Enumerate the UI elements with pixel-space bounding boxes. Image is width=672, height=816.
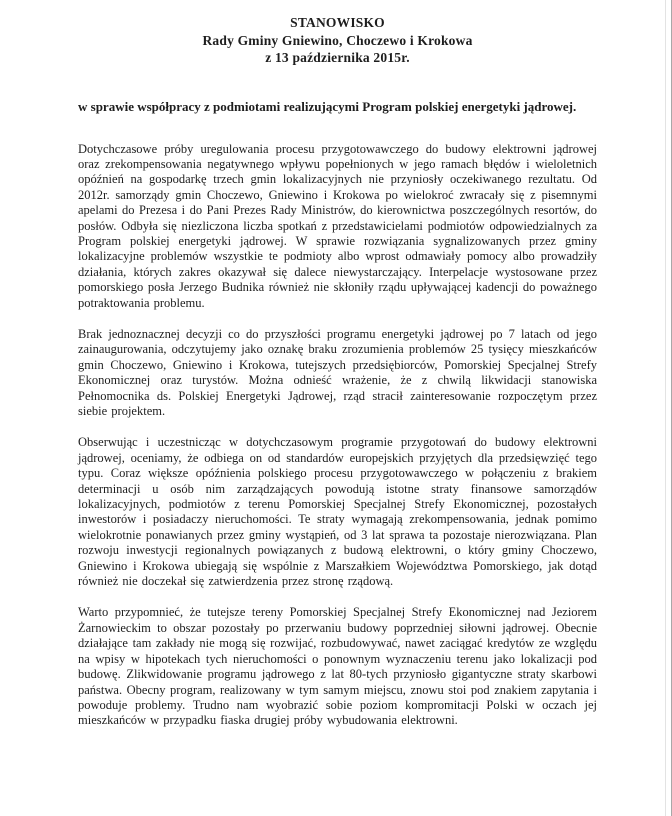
paragraph: Brak jednoznacznej decyzji co do przyszłości programu energetyki jądrowej po 7 latach od jego zainaugurowania, odczytujemy jako oznakę braku zrozumienia problemów 25 tysięcy mieszkańców gmin Choczewo, Gniewino i Krokowa, tutejszych przedsiębiorców, Pomorskiej Specjalnej Strefy Ekonomicznej oraz turystów. Można odnieść wrażenie, że z chwilą likwidacji stanowiska Pełnomocnika ds. Polskiej Energetyki Jądrowej, rząd stracił zainteresowanie rozpoczętym przez siebie projektem.	[78, 326, 597, 418]
doc-issuer: Rady Gminy Gniewino, Choczewo i Krokowa	[202, 32, 473, 48]
scan-edge-line	[665, 0, 666, 816]
doc-date: z 13 października 2015r.	[265, 50, 410, 65]
paragraph: Obserwując i uczestnicząc w dotychczasowym programie przygotowań do budowy elektrowni jądrowej, oceniamy, że odbiega on od standardów europejskich przyjętych dla przedsięwzięć tego typu. Coraz większe opóźnienia polskiego procesu przygotowawczego w połączeniu z brakiem determinacji u osób nim zarządzających powodują istotne straty finansowe samorządów lokalizacyjnych, podmiotów z terenu Pomorskiej Specjalnej Strefy Ekonomicznej, pozostałych inwestorów i posiadaczy nieruchomości. Te straty wymagają zrekompensowania, jednak pomimo wielokrotnie ponawianych przez gminy wystąpień, od 3 lat sprawa ta pozostaje nierozwiązana. Plan rozwoju inwestycji regionalnych powiązanych z budową elektrowni, o który gminy Choczewo, Gniewino i Krokowa ubiegają się wspólnie z Marszałkiem Województwa Pomorskiego, jak dotąd również nie doczekał się zatwierdzenia przez stronę rządową.	[78, 435, 597, 589]
paragraph: Warto przypomnieć, że tutejsze tereny Pomorskiej Specjalnej Strefy Ekonomicznej nad Jeziorem Żarnowieckim to obszar pozostały po przerwaniu budowy poprzedniej siłowni jądrowej. Obecnie działające tam zakłady nie mogą się rozwijać, rozbudowywać, nawet zaciągać kredytów ze względu na wpisy w hipotekach tych nieruchomości o ponownym wyznaczeniu terenu jako lokalizacji pod budowę. Zlikwidowanie programu jądrowego z lat 80-tych przyniosło gigantyczne straty skarbowi państwa. Obecny program, realizowany w tym samym miejscu, znowu stoi pod znakiem zapytania i powoduje problemy. Trudno nam wyobrazić sobie poziom kompromitacji Polski w oczach jej mieszkańców w przypadku fiaska drugiej próby wybudowania elektrowni.	[78, 605, 597, 728]
document-header	[78, 14, 597, 67]
document-body	[78, 142, 597, 729]
document-content	[78, 14, 597, 745]
doc-title: STANOWISKO	[290, 15, 385, 30]
paragraph: Dotychczasowe próby uregulowania procesu przygotowawczego do budowy elektrowni jądrowej oraz zrekompensowania negatywnego wpływu popełnionych w jego ramach błędów i wieloletnich opóźnień na gospodarkę trzech gmin lokalizacyjnych nie przyniosły oczekiwanego rezultatu. Od 2012r. samorządy gmin Choczewo, Gniewino i Krokowa po wielokroć zwracały się z pisemnymi apelami do Prezesa i do Pani Prezes Rady Ministrów, do kierownictwa poszczególnych resortów, do posłów. Odbyła się niezliczona liczba spotkań z przedstawicielami podmiotów odpowiedzialnych za Program polskiej energetyki jądrowej. W sprawie rozwiązania sygnalizowanych przez gminy lokalizacyjne problemów wszystkie te podmioty albo wprost odmawiały pomocy albo prowadziły działania, których zakres okazywał się dalece niewystarczający. Interpelacje wystosowane przez pomorskiego posła Jerzego Budnika również nie skłoniły rządu upływającej kadencji do poważnego potraktowania problemu.	[78, 141, 597, 310]
doc-subject-line: w sprawie współpracy z podmiotami realizującymi Program polskiej energetyki jądrowej.	[78, 98, 577, 114]
